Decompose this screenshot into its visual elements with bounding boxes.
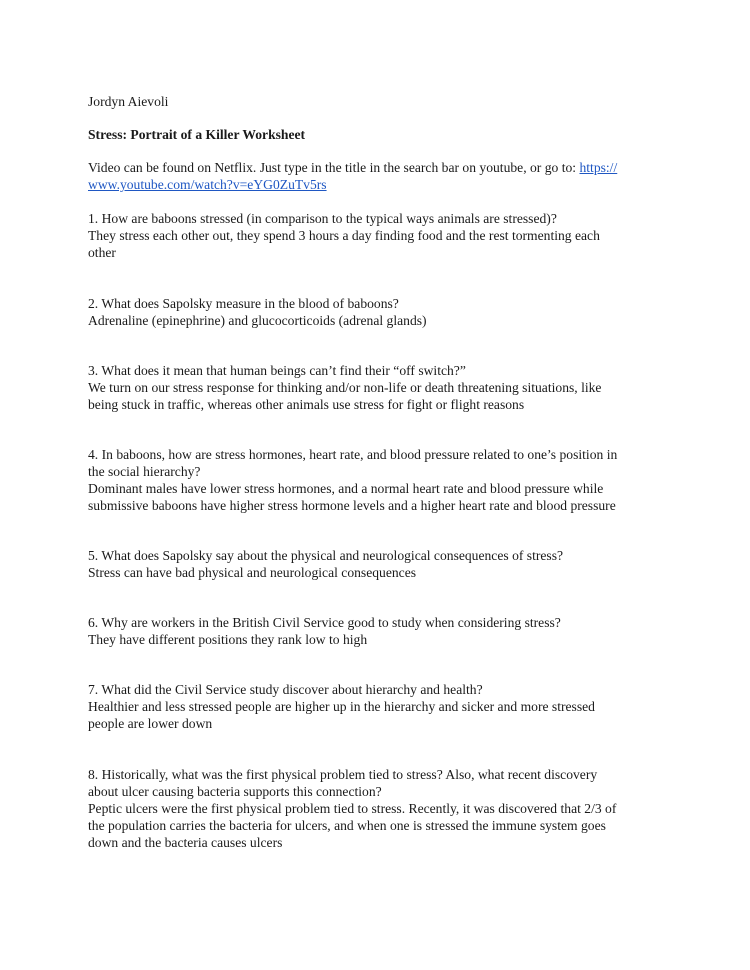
- video-link-part-1[interactable]: https://: [579, 160, 618, 175]
- answer-4-line-1: Dominant males have lower stress hormones, and a normal heart rate and blood pressure while: [88, 481, 604, 496]
- answer-2-line-1: Adrenaline (epinephrine) and glucocorticoids (adrenal glands): [88, 313, 427, 328]
- worksheet-title: Stress: Portrait of a Killer Worksheet: [88, 127, 306, 142]
- answer-4-line-2: submissive baboons have higher stress hormone levels and a higher heart rate and blood pressure: [88, 498, 616, 513]
- question-8-line-2: about ulcer causing bacteria supports this connection?: [88, 784, 382, 799]
- answer-7-line-1: Healthier and less stressed people are higher up in the hierarchy and sicker and more stressed: [88, 699, 595, 714]
- answer-1-line-1: They stress each other out, they spend 3 hours a day finding food and the rest tormenting each: [88, 228, 600, 243]
- answer-8-line-2: the population carries the bacteria for ulcers, and when one is stressed the immune system goes: [88, 818, 606, 833]
- question-5: 5. What does Sapolsky say about the physical and neurological consequences of stress?: [88, 548, 564, 563]
- answer-3-line-1: We turn on our stress response for thinking and/or non-life or death threatening situations, like: [88, 380, 602, 395]
- answer-3-line-2: being stuck in traffic, whereas other animals use stress for fight or flight reasons: [88, 397, 525, 412]
- question-4-line-1: 4. In baboons, how are stress hormones, heart rate, and blood pressure related to one’s position in: [88, 447, 618, 462]
- question-2: 2. What does Sapolsky measure in the blood of baboons?: [88, 296, 399, 311]
- question-1: 1. How are baboons stressed (in comparison to the typical ways animals are stressed)?: [88, 211, 557, 226]
- answer-5-line-1: Stress can have bad physical and neurological consequences: [88, 565, 417, 580]
- answer-1-line-2: other: [88, 245, 116, 260]
- question-7: 7. What did the Civil Service study discover about hierarchy and health?: [88, 682, 483, 697]
- intro-line-2: [88, 176, 327, 193]
- answer-6-line-1: They have different positions they rank low to high: [88, 632, 368, 647]
- answer-8-line-1: Peptic ulcers were the first physical problem tied to stress. Recently, it was discovered that 2/3 of: [88, 801, 617, 816]
- answer-7-line-2: people are lower down: [88, 716, 213, 731]
- author-name: Jordyn Aievoli: [88, 94, 169, 109]
- intro-line-1: [88, 159, 617, 176]
- answer-8-line-3: down and the bacteria causes ulcers: [88, 835, 283, 850]
- question-4-line-2: the social hierarchy?: [88, 464, 201, 479]
- question-8-line-1: 8. Historically, what was the first physical problem tied to stress? Also, what recent discovery: [88, 767, 598, 782]
- video-link-part-2[interactable]: www.youtube.com/watch?v=eYG0ZuTv5rs: [88, 177, 327, 192]
- intro-text: Video can be found on Netflix. Just type in the title in the search bar on youtube, or go to:: [88, 160, 580, 175]
- question-6: 6. Why are workers in the British Civil Service good to study when considering stress?: [88, 615, 561, 630]
- question-3: 3. What does it mean that human beings can’t find their “off switch?”: [88, 363, 466, 378]
